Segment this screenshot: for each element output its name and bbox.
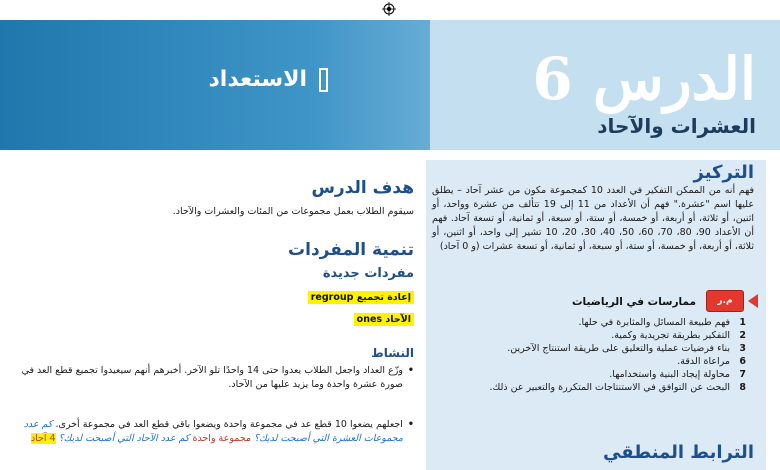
prep-heading (209, 68, 329, 92)
practices-badge: م.ر (706, 290, 744, 312)
square-marker-icon (319, 68, 328, 92)
lesson-subtitle: العشرات والآحاد (597, 114, 756, 138)
activity-title: النشاط (371, 346, 414, 360)
list-item: 6 مراعاة الدقة. (677, 356, 746, 367)
arrow-icon (748, 294, 758, 308)
activity-bullet: • اجعلهم يضعوا 10 قطع عد في مجموعة واحدة ويضعوا باقي قطع العد في مجموعة أخرى. كم عدد مجموعات العشرة التي أصبحت لديك؟ مجموعة واحدة كم عدد الآحاد التي أصبحت لديك؟ 4 آحاد (23, 419, 414, 444)
vocab-item: إعادة تجميع regroup (308, 292, 414, 303)
list-item: 3 بناء فرضيات عملية والتعليق على طريقة استنتاج الآخرين. (507, 343, 746, 354)
list-item: 8 البحث عن التوافق في الاستنتاجات المتكررة والتعبير عن ذلك. (489, 382, 746, 393)
registration-mark-icon (382, 2, 396, 16)
focus-panel (426, 160, 766, 470)
list-item: 1 فهم طبيعة المسائل والمثابرة في حلها. (578, 317, 746, 328)
goal-title: هدف الدرس (311, 178, 414, 198)
vocab-item: الآحاد ones (354, 314, 414, 325)
practices-title: ممارسات في الرياضيات (571, 296, 696, 308)
goal-text: سيقوم الطلاب بعمل مجموعات من المئات والعشرات والآحاد. (172, 206, 414, 217)
vocab-subtitle: مفردات جديدة (322, 266, 414, 281)
prep-title: الاستعداد (208, 67, 307, 92)
practices-list (446, 316, 746, 394)
coherence-title: الترابط المنطقي (603, 442, 754, 463)
activity-bullet: • وزّع العداد واجعل الطلاب يعدوا حتى 14 واحدًا تلو الآخر. أخبرهم أنهم سيعيدوا تجميع قطع العد في صورة عشرة واحدة وما يزيد عليها من الآحاد. (21, 365, 414, 390)
list-item: 7 محاولة إيجاد البنية واستخدامها. (609, 369, 746, 380)
lesson-title: الدرس 6 (532, 45, 756, 113)
vocab-title: تنمية المفردات (288, 240, 414, 260)
list-item: 2 التفكير بطريقة تجريدية وكمية. (611, 330, 746, 341)
focus-text: فهم أنه من الممكن التفكير في العدد 10 كمجموعة مكون من عشر آحاد – يطلق عليها اسم "عشرة." فهم أن الأعداد من 11 إلى 19 تتألف من عشرة وواحد، أو اثنين، أو ثلاثة، أو أربعة، أو خمسة، أو ستة، أو سبعة، أو ثمانية، أو تسعة آحاد. فهم أن الأعداد 90، 80، 70، 60، 50، 40، 30، 20، 10 تشير إلى واحد، أو اثنين، أو ثلاثة، أو أربعة، أو خمسة، أو ستة، أو سبعة، أو ثمانية، أو تسعة عشرات (و 0 آحاد) (432, 185, 755, 252)
main-column (14, 160, 414, 470)
focus-title: التركيز (693, 162, 754, 183)
